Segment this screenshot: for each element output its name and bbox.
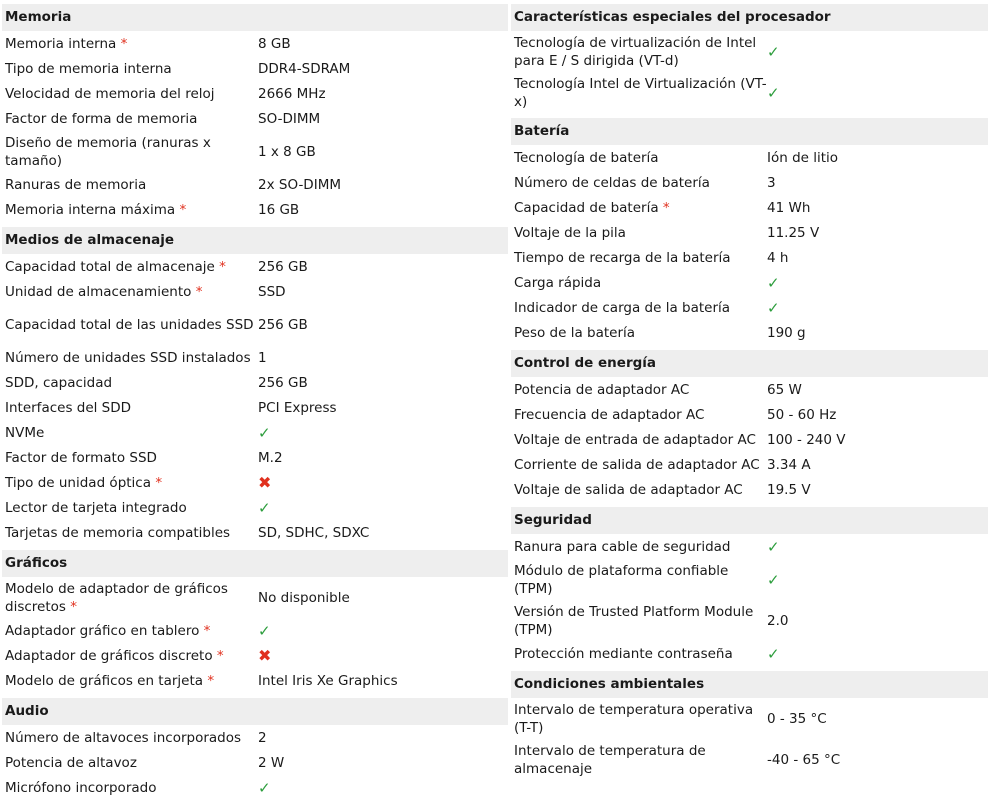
spec-row-intervalo-de-temperatura-de-almacenaje: [511, 739, 988, 780]
spec-row-tecnologia-de-virtualizacion-de-intel-para-e-s-dirigida-vt-d: [511, 31, 988, 72]
cross-icon: ✖: [258, 473, 272, 492]
spec-label-text: Capacidad total de las unidades SSD: [5, 317, 254, 333]
spec-label: [514, 538, 767, 556]
spec-label: [5, 729, 258, 747]
spec-label-text: Modelo de adaptador de gráficos discretos: [5, 581, 228, 615]
spec-label: [5, 424, 258, 442]
spec-label-text: Tecnología Intel de Virtualización (VT-x): [514, 76, 767, 110]
check-icon: ✓: [767, 645, 780, 663]
spec-label-text: Tiempo de recarga de la batería: [514, 250, 731, 266]
spec-value: Intel Iris Xe Graphics: [258, 673, 398, 689]
spec-label: [514, 603, 767, 639]
spec-label: [5, 622, 258, 640]
spec-label: [5, 349, 258, 367]
spec-label: [5, 449, 258, 467]
spec-value: 1: [258, 350, 267, 366]
spec-label-text: Número de altavoces incorporados: [5, 730, 242, 746]
spec-row-corriente-de-salida-de-adaptador-ac: [511, 452, 988, 477]
section-header-memoria: Memoria: [2, 4, 508, 31]
spec-label: [5, 316, 258, 334]
spec-label-text: Intervalo de temperatura operativa (T-T): [514, 702, 754, 736]
spec-value: 1 x 8 GB: [258, 144, 316, 160]
spec-value: 256 GB: [258, 375, 308, 391]
section-header-control-de-energia: Control de energía: [511, 350, 988, 377]
spec-label-text: Factor de formato SSD: [5, 450, 157, 466]
section-header-audio: Audio: [2, 698, 508, 725]
spec-label: [5, 754, 258, 772]
spec-label-text: Velocidad de memoria del reloj: [5, 86, 215, 102]
spec-value: 256 GB: [258, 317, 308, 333]
spec-value: 2.0: [767, 613, 789, 629]
spec-value: 8 GB: [258, 36, 291, 52]
spec-value: 256 GB: [258, 259, 308, 275]
spec-row-peso-de-la-bateria: [511, 320, 988, 345]
spec-value: 0 - 35 °C: [767, 711, 827, 727]
spec-label: [514, 149, 767, 167]
spec-label: [514, 562, 767, 598]
spec-value: SD, SDHC, SDXC: [258, 525, 370, 541]
spec-label: [514, 481, 767, 499]
spec-label-text: Frecuencia de adaptador AC: [514, 407, 705, 423]
spec-value: SO-DIMM: [258, 111, 321, 127]
spec-label: [514, 224, 767, 242]
spec-label: [514, 381, 767, 399]
section-header-bateria: Batería: [511, 118, 988, 145]
spec-label: [514, 324, 767, 342]
required-marker: *: [120, 36, 128, 52]
cross-icon: ✖: [258, 646, 272, 665]
spec-label: [514, 75, 767, 111]
spec-row-ranuras-de-memoria: [2, 172, 508, 197]
spec-value: SSD: [258, 284, 286, 300]
spec-label: [5, 374, 258, 392]
spec-label: [5, 524, 258, 542]
spec-value: PCI Express: [258, 400, 337, 416]
spec-row-capacidad-de-bateria: [511, 195, 988, 220]
spec-row-interfaces-del-sdd: [2, 395, 508, 420]
spec-label-text: Número de unidades SSD instalados: [5, 350, 251, 366]
spec-value: DDR4-SDRAM: [258, 61, 351, 77]
spec-row-adaptador-grafico-en-tablero: [2, 618, 508, 643]
spec-row-lector-de-tarjeta-integrado: [2, 495, 508, 520]
spec-label-text: Corriente de salida de adaptador AC: [514, 457, 760, 473]
spec-label-text: Peso de la batería: [514, 325, 636, 341]
spec-row-capacidad-total-de-almacenaje: [2, 254, 508, 279]
spec-value: 2666 MHz: [258, 86, 326, 102]
spec-label-text: Carga rápida: [514, 275, 602, 291]
spec-row-tarjetas-de-memoria-compatibles: [2, 520, 508, 545]
spec-row-modulo-de-plataforma-confiable-tpm: [511, 559, 988, 600]
spec-label: [5, 474, 258, 492]
spec-label-text: Tecnología de batería: [514, 150, 659, 166]
spec-row-tipo-de-unidad-optica: [2, 470, 508, 495]
spec-row-carga-rapida: [511, 270, 988, 295]
check-icon: ✓: [258, 424, 271, 442]
spec-label-text: Lector de tarjeta integrado: [5, 500, 187, 516]
required-marker: *: [155, 475, 163, 491]
spec-label: [5, 85, 258, 103]
spec-value: 3.34 A: [767, 457, 811, 473]
spec-label-text: Modelo de gráficos en tarjeta: [5, 673, 204, 689]
spec-label-text: Voltaje de entrada de adaptador AC: [514, 432, 756, 448]
spec-label-text: Número de celdas de batería: [514, 175, 710, 191]
spec-label: [514, 274, 767, 292]
spec-label: [5, 110, 258, 128]
spec-label: [5, 779, 258, 797]
section-header-condiciones-ambientales: Condiciones ambientales: [511, 671, 988, 698]
spec-label-text: Protección mediante contraseña: [514, 646, 733, 662]
required-marker: *: [203, 623, 211, 639]
spec-value: 41 Wh: [767, 200, 811, 216]
spec-label-text: Adaptador de gráficos discreto: [5, 648, 213, 664]
check-icon: ✓: [258, 779, 271, 797]
check-icon: ✓: [767, 84, 780, 102]
spec-label: [5, 672, 258, 690]
spec-label-text: Tarjetas de memoria compatibles: [5, 525, 231, 541]
spec-row-factor-de-forma-de-memoria: [2, 106, 508, 131]
required-marker: *: [216, 648, 224, 664]
spec-row-microfono-incorporado: [2, 775, 508, 800]
spec-label-text: Capacidad total de almacenaje: [5, 259, 215, 275]
left-spec-column: [2, 4, 508, 800]
spec-label: [514, 431, 767, 449]
spec-label-text: SDD, capacidad: [5, 375, 113, 391]
check-icon: ✓: [767, 571, 780, 589]
spec-label: [514, 456, 767, 474]
spec-label-text: Versión de Trusted Platform Module (TPM): [514, 604, 754, 638]
spec-value: 190 g: [767, 325, 806, 341]
spec-label: [514, 199, 767, 217]
spec-row-memoria-interna: [2, 31, 508, 56]
spec-row-version-de-trusted-platform-module-tpm: [511, 600, 988, 641]
spec-label: [5, 176, 258, 194]
spec-row-diseno-de-memoria-ranuras-x-tamano: [2, 131, 508, 172]
spec-row-proteccion-mediante-contrasena: [511, 641, 988, 666]
spec-label-text: Capacidad de batería: [514, 200, 659, 216]
spec-row-ranura-para-cable-de-seguridad: [511, 534, 988, 559]
spec-value: Ión de litio: [767, 150, 839, 166]
spec-label: [5, 60, 258, 78]
spec-label: [514, 645, 767, 663]
section-header-graficos: Gráficos: [2, 550, 508, 577]
spec-label-text: Voltaje de la pila: [514, 225, 626, 241]
spec-label: [5, 647, 258, 665]
required-marker: *: [219, 259, 226, 275]
spec-value: M.2: [258, 450, 283, 466]
spec-row-sdd-capacidad: [2, 370, 508, 395]
spec-label: [5, 399, 258, 417]
spec-row-unidad-de-almacenamiento: [2, 279, 508, 304]
check-icon: ✓: [258, 499, 271, 517]
spec-row-potencia-de-altavoz: [2, 750, 508, 775]
spec-label-text: Unidad de almacenamiento: [5, 284, 192, 300]
spec-row-tecnologia-de-bateria: [511, 145, 988, 170]
spec-label-text: Interfaces del SDD: [5, 400, 132, 416]
section-header-caracteristicas-especiales-del-procesador: Características especiales del procesador: [511, 4, 988, 31]
spec-label: [514, 701, 767, 737]
spec-label: [5, 283, 258, 301]
spec-label: [5, 35, 258, 53]
spec-label-text: Indicador de carga de la batería: [514, 300, 731, 316]
spec-row-velocidad-de-memoria-del-reloj: [2, 81, 508, 106]
spec-value: 50 - 60 Hz: [767, 407, 837, 423]
spec-row-tecnologia-intel-de-virtualizacion-vt-x: [511, 72, 988, 113]
spec-label: [5, 134, 258, 170]
spec-value: No disponible: [258, 590, 350, 606]
spec-value: 100 - 240 V: [767, 432, 846, 448]
spec-label-text: Voltaje de salida de adaptador AC: [514, 482, 743, 498]
spec-value: 4 h: [767, 250, 789, 266]
spec-label-text: Diseño de memoria (ranuras x tamaño): [5, 135, 211, 169]
spec-row-numero-de-celdas-de-bateria: [511, 170, 988, 195]
spec-row-indicador-de-carga-de-la-bateria: [511, 295, 988, 320]
spec-value: 19.5 V: [767, 482, 811, 498]
spec-label: [514, 249, 767, 267]
spec-row-frecuencia-de-adaptador-ac: [511, 402, 988, 427]
required-marker: *: [179, 202, 187, 218]
spec-label: [514, 299, 767, 317]
spec-label-text: Ranuras de memoria: [5, 177, 147, 193]
spec-label-text: Adaptador gráfico en tablero: [5, 623, 200, 639]
spec-row-modelo-de-graficos-en-tarjeta: [2, 668, 508, 693]
spec-label-text: Módulo de plataforma confiable (TPM): [514, 563, 729, 597]
spec-row-modelo-de-adaptador-de-graficos-discretos: [2, 577, 508, 618]
spec-label-text: Memoria interna máxima: [5, 202, 176, 218]
spec-row-nvme: [2, 420, 508, 445]
spec-row-numero-de-altavoces-incorporados: [2, 725, 508, 750]
spec-value: 2x SO-DIMM: [258, 177, 341, 193]
spec-row-tipo-de-memoria-interna: [2, 56, 508, 81]
spec-row-voltaje-de-entrada-de-adaptador-ac: [511, 427, 988, 452]
spec-value: 11.25 V: [767, 225, 820, 241]
spec-value: 2: [258, 730, 267, 746]
spec-label: [514, 406, 767, 424]
spec-row-intervalo-de-temperatura-operativa-t-t: [511, 698, 988, 739]
spec-row-factor-de-formato-ssd: [2, 445, 508, 470]
required-marker: *: [662, 200, 670, 216]
required-marker: *: [207, 673, 215, 689]
spec-label: [514, 174, 767, 192]
spec-label-text: Tipo de unidad óptica: [5, 475, 152, 491]
spec-label-text: Tecnología de virtualización de Intel para E / S dirigida (VT-d): [514, 35, 757, 69]
spec-label-text: Potencia de altavoz: [5, 755, 137, 771]
spec-row-voltaje-de-la-pila: [511, 220, 988, 245]
spec-label-text: Potencia de adaptador AC: [514, 382, 690, 398]
required-marker: *: [70, 599, 77, 615]
spec-row-adaptador-de-graficos-discreto: [2, 643, 508, 668]
spec-label-text: Intervalo de temperatura de almacenaje: [514, 743, 706, 777]
spec-row-numero-de-unidades-ssd-instalados: [2, 345, 508, 370]
spec-label: [5, 201, 258, 219]
spec-value: 16 GB: [258, 202, 300, 218]
spec-value: 65 W: [767, 382, 802, 398]
spec-value: 2 W: [258, 755, 285, 771]
check-icon: ✓: [767, 274, 780, 292]
required-marker: *: [195, 284, 203, 300]
spec-row-memoria-interna-maxima: [2, 197, 508, 222]
spec-label: [514, 34, 767, 70]
spec-label-text: Ranura para cable de seguridad: [514, 539, 731, 555]
section-header-seguridad: Seguridad: [511, 507, 988, 534]
spec-label: [5, 499, 258, 517]
right-spec-column: [511, 4, 988, 780]
spec-label: [5, 580, 258, 616]
spec-label-text: Micrófono incorporado: [5, 780, 157, 796]
spec-label: [514, 742, 767, 778]
spec-row-capacidad-total-de-las-unidades-ssd: [2, 304, 508, 345]
spec-row-potencia-de-adaptador-ac: [511, 377, 988, 402]
spec-label-text: NVMe: [5, 425, 45, 441]
check-icon: ✓: [767, 538, 780, 556]
spec-label: [5, 258, 258, 276]
spec-label-text: Memoria interna: [5, 36, 117, 52]
check-icon: ✓: [767, 43, 780, 61]
check-icon: ✓: [767, 299, 780, 317]
spec-value: 3: [767, 175, 776, 191]
spec-row-voltaje-de-salida-de-adaptador-ac: [511, 477, 988, 502]
spec-row-tiempo-de-recarga-de-la-bateria: [511, 245, 988, 270]
spec-value: -40 - 65 °C: [767, 752, 841, 768]
spec-label-text: Factor de forma de memoria: [5, 111, 198, 127]
spec-label-text: Tipo de memoria interna: [5, 61, 172, 77]
check-icon: ✓: [258, 622, 271, 640]
section-header-medios-de-almacenaje: Medios de almacenaje: [2, 227, 508, 254]
